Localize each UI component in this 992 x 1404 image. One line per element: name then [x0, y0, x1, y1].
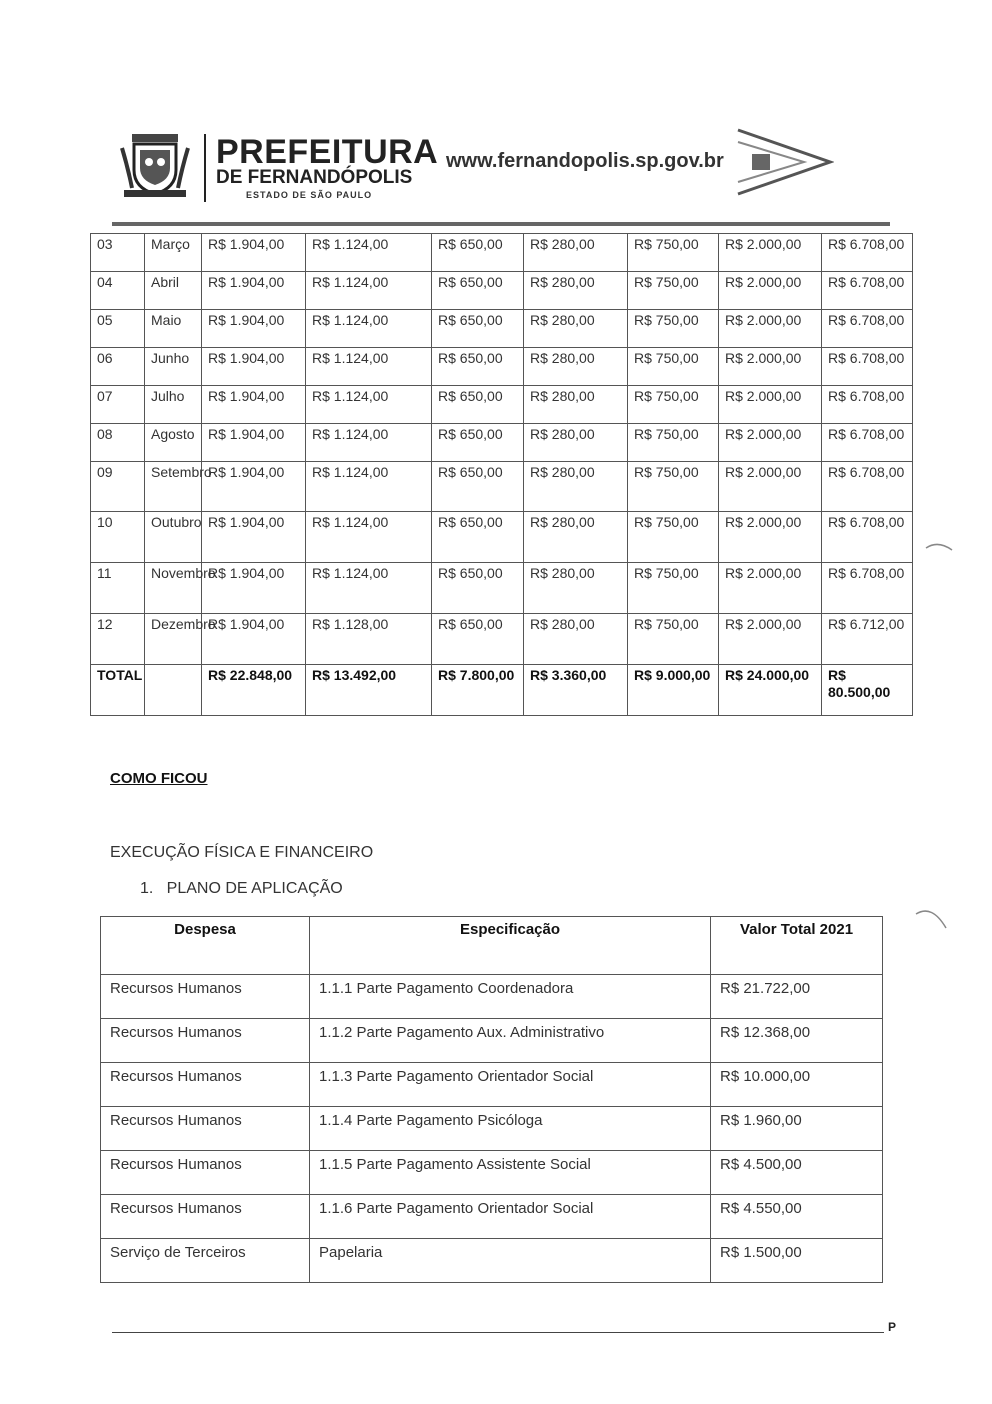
cell-total: R$ 6.712,00 [822, 614, 913, 665]
monthly-breakdown-table [90, 233, 913, 716]
table-row [101, 1239, 883, 1283]
cell-c4: R$ 280,00 [524, 386, 628, 424]
cell-num: 05 [91, 310, 145, 348]
total-c4: R$ 3.360,00 [524, 665, 628, 716]
total-c2: R$ 13.492,00 [306, 665, 432, 716]
table-row [91, 563, 913, 614]
cell-c6: R$ 2.000,00 [719, 234, 822, 272]
cell-c3: R$ 650,00 [432, 310, 524, 348]
table-row [101, 1063, 883, 1107]
cell-c4: R$ 280,00 [524, 234, 628, 272]
total-c3: R$ 7.800,00 [432, 665, 524, 716]
cell-valor: R$ 12.368,00 [711, 1019, 883, 1063]
cell-c6: R$ 2.000,00 [719, 563, 822, 614]
plan-table [100, 916, 883, 1283]
col-header-especificacao: Especificação [310, 917, 711, 975]
cell-c2: R$ 1.124,00 [306, 386, 432, 424]
table-row [91, 348, 913, 386]
cell-c3: R$ 650,00 [432, 563, 524, 614]
cell-spec: Papelaria [310, 1239, 711, 1283]
cell-despesa: Recursos Humanos [101, 1195, 310, 1239]
table-row [101, 1195, 883, 1239]
cell-c5: R$ 750,00 [628, 272, 719, 310]
cell-spec: 1.1.1 Parte Pagamento Coordenadora [310, 975, 711, 1019]
cell-c2: R$ 1.124,00 [306, 348, 432, 386]
cell-total: R$ 6.708,00 [822, 272, 913, 310]
cell-valor: R$ 10.000,00 [711, 1063, 883, 1107]
cell-c4: R$ 280,00 [524, 272, 628, 310]
cell-c4: R$ 280,00 [524, 424, 628, 462]
cell-total: R$ 6.708,00 [822, 386, 913, 424]
cell-c5: R$ 750,00 [628, 424, 719, 462]
table-row [91, 462, 913, 512]
coat-of-arms-icon [118, 128, 192, 202]
brand-name: PREFEITURA [216, 133, 439, 171]
cell-c2: R$ 1.124,00 [306, 563, 432, 614]
brand-city: DE FERNANDÓPOLIS [216, 167, 413, 188]
cell-c1: R$ 1.904,00 [202, 614, 306, 665]
cell-c4: R$ 280,00 [524, 512, 628, 563]
page-header [118, 126, 898, 206]
table-row [91, 310, 913, 348]
cell-c4: R$ 280,00 [524, 462, 628, 512]
cell-c2: R$ 1.124,00 [306, 272, 432, 310]
cell-c1: R$ 1.904,00 [202, 348, 306, 386]
cell-spec: 1.1.3 Parte Pagamento Orientador Social [310, 1063, 711, 1107]
cell-c3: R$ 650,00 [432, 348, 524, 386]
cell-c2: R$ 1.124,00 [306, 234, 432, 272]
col-header-despesa: Despesa [101, 917, 310, 975]
cell-total: R$ 6.708,00 [822, 424, 913, 462]
cell-despesa: Recursos Humanos [101, 1107, 310, 1151]
cell-month: Maio [145, 310, 202, 348]
cell-month: Setembro [145, 462, 202, 512]
total-label: TOTAL [91, 665, 145, 716]
cell-c5: R$ 750,00 [628, 386, 719, 424]
cell-despesa: Recursos Humanos [101, 1019, 310, 1063]
totals-row [91, 665, 913, 716]
cell-total: R$ 6.708,00 [822, 512, 913, 563]
cell-c5: R$ 750,00 [628, 512, 719, 563]
cell-spec: 1.1.4 Parte Pagamento Psicóloga [310, 1107, 711, 1151]
header-divider [204, 134, 206, 202]
scan-mark [924, 540, 954, 554]
table-row [91, 272, 913, 310]
cell-c2: R$ 1.124,00 [306, 310, 432, 348]
cell-c2: R$ 1.124,00 [306, 424, 432, 462]
cell-num: 12 [91, 614, 145, 665]
cell-valor: R$ 4.500,00 [711, 1151, 883, 1195]
section-title: COMO FICOU [110, 770, 208, 787]
total-total: R$ 80.500,00 [822, 665, 913, 716]
table-row [91, 424, 913, 462]
cell-c3: R$ 650,00 [432, 614, 524, 665]
cell-month: Novembro [145, 563, 202, 614]
cell-num: 08 [91, 424, 145, 462]
total-c6: R$ 24.000,00 [719, 665, 822, 716]
cell-total: R$ 6.708,00 [822, 310, 913, 348]
cell-c6: R$ 2.000,00 [719, 310, 822, 348]
cell-month: Outubro [145, 512, 202, 563]
cell-despesa: Recursos Humanos [101, 1063, 310, 1107]
cell-month: Março [145, 234, 202, 272]
cell-c5: R$ 750,00 [628, 462, 719, 512]
cell-despesa: Serviço de Terceiros [101, 1239, 310, 1283]
cell-c5: R$ 750,00 [628, 234, 719, 272]
cell-c5: R$ 750,00 [628, 310, 719, 348]
cell-c1: R$ 1.904,00 [202, 310, 306, 348]
table-row [91, 234, 913, 272]
cell-c6: R$ 2.000,00 [719, 614, 822, 665]
cell-num: 11 [91, 563, 145, 614]
cell-month: Agosto [145, 424, 202, 462]
cell-num: 06 [91, 348, 145, 386]
cell-c3: R$ 650,00 [432, 512, 524, 563]
cell-c1: R$ 1.904,00 [202, 462, 306, 512]
cell-c1: R$ 1.904,00 [202, 563, 306, 614]
col-header-valor: Valor Total 2021 [711, 917, 883, 975]
cell-c2: R$ 1.124,00 [306, 462, 432, 512]
table-row [91, 512, 913, 563]
cell-spec: 1.1.2 Parte Pagamento Aux. Administrativo [310, 1019, 711, 1063]
footer-rule [112, 1332, 884, 1333]
cell-c2: R$ 1.128,00 [306, 614, 432, 665]
cell-c6: R$ 2.000,00 [719, 424, 822, 462]
cell-c4: R$ 280,00 [524, 563, 628, 614]
cell-c3: R$ 650,00 [432, 462, 524, 512]
cell-num: 03 [91, 234, 145, 272]
cell-c6: R$ 2.000,00 [719, 272, 822, 310]
footer-letter: P [888, 1320, 897, 1334]
cell-c6: R$ 2.000,00 [719, 386, 822, 424]
table-row [91, 386, 913, 424]
table-row [101, 975, 883, 1019]
cell-c6: R$ 2.000,00 [719, 348, 822, 386]
cell-month: Junho [145, 348, 202, 386]
cell-c2: R$ 1.124,00 [306, 512, 432, 563]
cell-month: Abril [145, 272, 202, 310]
cell-despesa: Recursos Humanos [101, 1151, 310, 1195]
cell-c3: R$ 650,00 [432, 234, 524, 272]
cell-month: Julho [145, 386, 202, 424]
cell-total: R$ 6.708,00 [822, 348, 913, 386]
cell-c5: R$ 750,00 [628, 563, 719, 614]
website-url: www.fernandopolis.sp.gov.br [446, 150, 724, 172]
plan-heading: 1. PLANO DE APLICAÇÃO [140, 880, 343, 897]
total-c5: R$ 9.000,00 [628, 665, 719, 716]
cell-valor: R$ 1.500,00 [711, 1239, 883, 1283]
cell-c4: R$ 280,00 [524, 348, 628, 386]
cell-valor: R$ 4.550,00 [711, 1195, 883, 1239]
cell-spec: 1.1.6 Parte Pagamento Orientador Social [310, 1195, 711, 1239]
cell-c1: R$ 1.904,00 [202, 272, 306, 310]
cell-c4: R$ 280,00 [524, 310, 628, 348]
cell-c1: R$ 1.904,00 [202, 234, 306, 272]
scan-mark [914, 902, 950, 932]
cell-month: Dezembro [145, 614, 202, 665]
cell-total: R$ 6.708,00 [822, 563, 913, 614]
cell-c6: R$ 2.000,00 [719, 462, 822, 512]
city-flag-icon [734, 126, 834, 198]
cell-c1: R$ 1.904,00 [202, 386, 306, 424]
cell-c1: R$ 1.904,00 [202, 424, 306, 462]
table-row [101, 1151, 883, 1195]
cell-total: R$ 6.708,00 [822, 234, 913, 272]
cell-c3: R$ 650,00 [432, 272, 524, 310]
cell-c1: R$ 1.904,00 [202, 512, 306, 563]
cell-num: 10 [91, 512, 145, 563]
cell-num: 07 [91, 386, 145, 424]
execution-heading: EXECUÇÃO FÍSICA E FINANCEIRO [110, 844, 374, 861]
cell-c4: R$ 280,00 [524, 614, 628, 665]
header-rule [112, 222, 890, 226]
cell-c5: R$ 750,00 [628, 614, 719, 665]
cell-c3: R$ 650,00 [432, 386, 524, 424]
cell-num: 09 [91, 462, 145, 512]
cell-despesa: Recursos Humanos [101, 975, 310, 1019]
cell-c3: R$ 650,00 [432, 424, 524, 462]
cell-total: R$ 6.708,00 [822, 462, 913, 512]
cell-valor: R$ 1.960,00 [711, 1107, 883, 1151]
cell-c6: R$ 2.000,00 [719, 512, 822, 563]
table-row [101, 1107, 883, 1151]
table-row [91, 614, 913, 665]
cell-valor: R$ 21.722,00 [711, 975, 883, 1019]
cell-c5: R$ 750,00 [628, 348, 719, 386]
table-row [101, 1019, 883, 1063]
cell-spec: 1.1.5 Parte Pagamento Assistente Social [310, 1151, 711, 1195]
brand-state: ESTADO DE SÃO PAULO [246, 190, 373, 200]
total-empty [145, 665, 202, 716]
cell-num: 04 [91, 272, 145, 310]
total-c1: R$ 22.848,00 [202, 665, 306, 716]
